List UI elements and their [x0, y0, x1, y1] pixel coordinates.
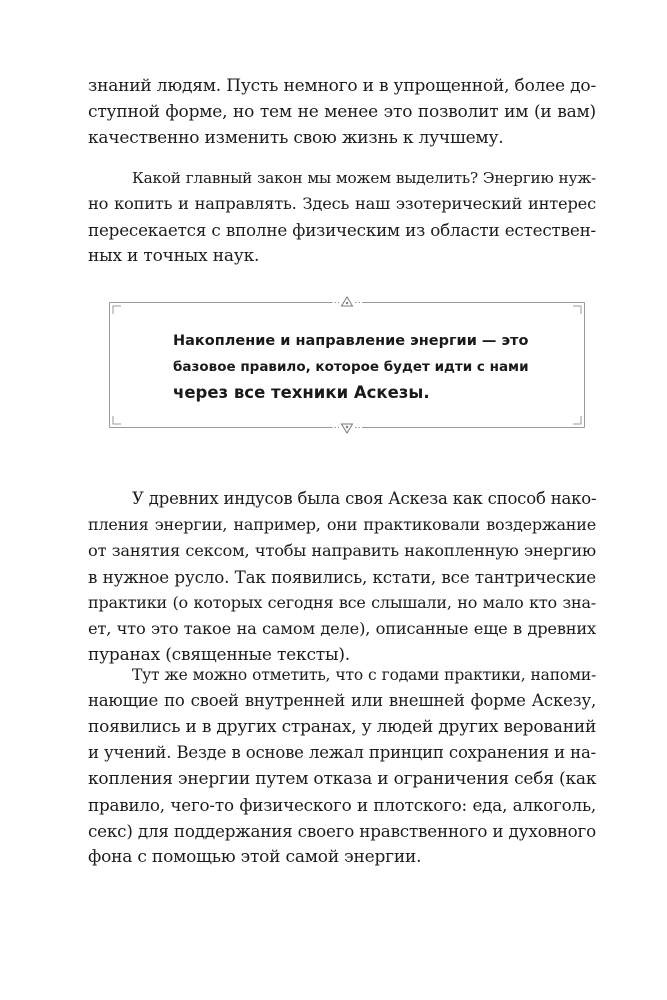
paragraph-line: копления энергии путем отказа и ограничения себя (как [88, 769, 597, 789]
paragraph-line: нающие по своей внутренней или внешней форме Аскезу, [88, 691, 596, 710]
paragraph-line: пересекается с вполне физическим из области естествен- [88, 220, 596, 240]
frame-corner-br [573, 416, 581, 424]
quote-callout [109, 296, 585, 434]
bottom-ornament-icon [331, 424, 363, 433]
paragraph-line: появились и в других странах, у людей других верований [88, 717, 597, 737]
paragraph-line: секс) для поддержания своего нравственного и духовного [88, 821, 596, 841]
paragraph-line: Какой главный закон мы можем выделить? Энергию нуж- [132, 169, 596, 187]
paragraph-line: ных и точных наук. [88, 246, 260, 266]
paragraph-line: правило, чего-то физического и плотского: еда, алкоголь, [88, 795, 596, 815]
callout-line: через все техники Аскезы. [173, 383, 430, 402]
paragraph-line: У древних индусов была своя Аскеза как способ нако- [132, 489, 597, 508]
frame-corner-bl [113, 416, 121, 424]
paragraph-line: Тут же можно отметить, что с годами практики, напоми- [132, 666, 596, 684]
top-ornament-icon [331, 297, 363, 306]
paragraph-line: пуранах (священные тексты). [88, 645, 350, 665]
paragraph-4 [88, 662, 596, 870]
callout-line: Накопление и направление энергии — это [173, 333, 529, 349]
paragraph-line: в нужное русло. Так появились, кстати, все тантрические [88, 567, 596, 587]
callout-line: базовое правило, которое будет идти с нами [173, 359, 529, 375]
paragraph-line: пления энергии, например, они практиковали воздержание [88, 515, 596, 534]
paragraph-line: фона с помощью этой самой энергии. [88, 847, 422, 867]
paragraph-line: ет, что это такое на самом деле), описанные еще в древних [88, 619, 596, 638]
callout-text [173, 328, 533, 406]
paragraph-2 [88, 165, 596, 269]
paragraph-1 [88, 73, 596, 151]
paragraph-3 [88, 486, 596, 668]
paragraph-line: качественно изменить свою жизнь к лучшему. [88, 128, 504, 148]
frame-corner-tl [113, 306, 121, 314]
paragraph-line: но копить и направлять. Здесь наш эзотерический интерес [88, 194, 596, 213]
paragraph-line: ступной форме, но тем не менее это позволит им (и вам) [88, 102, 596, 122]
paragraph-line: и учений. Везде в основе лежал принцип сохранения и на- [88, 743, 596, 762]
paragraph-line: от занятия сексом, чтобы направить накопленную энергию [88, 541, 596, 560]
frame-corner-tr [573, 306, 581, 314]
paragraph-line: практики (о которых сегодня все слышали, но мало кто зна- [88, 593, 596, 612]
paragraph-line: знаний людям. Пусть немного и в упрощенной, более до- [88, 76, 596, 96]
